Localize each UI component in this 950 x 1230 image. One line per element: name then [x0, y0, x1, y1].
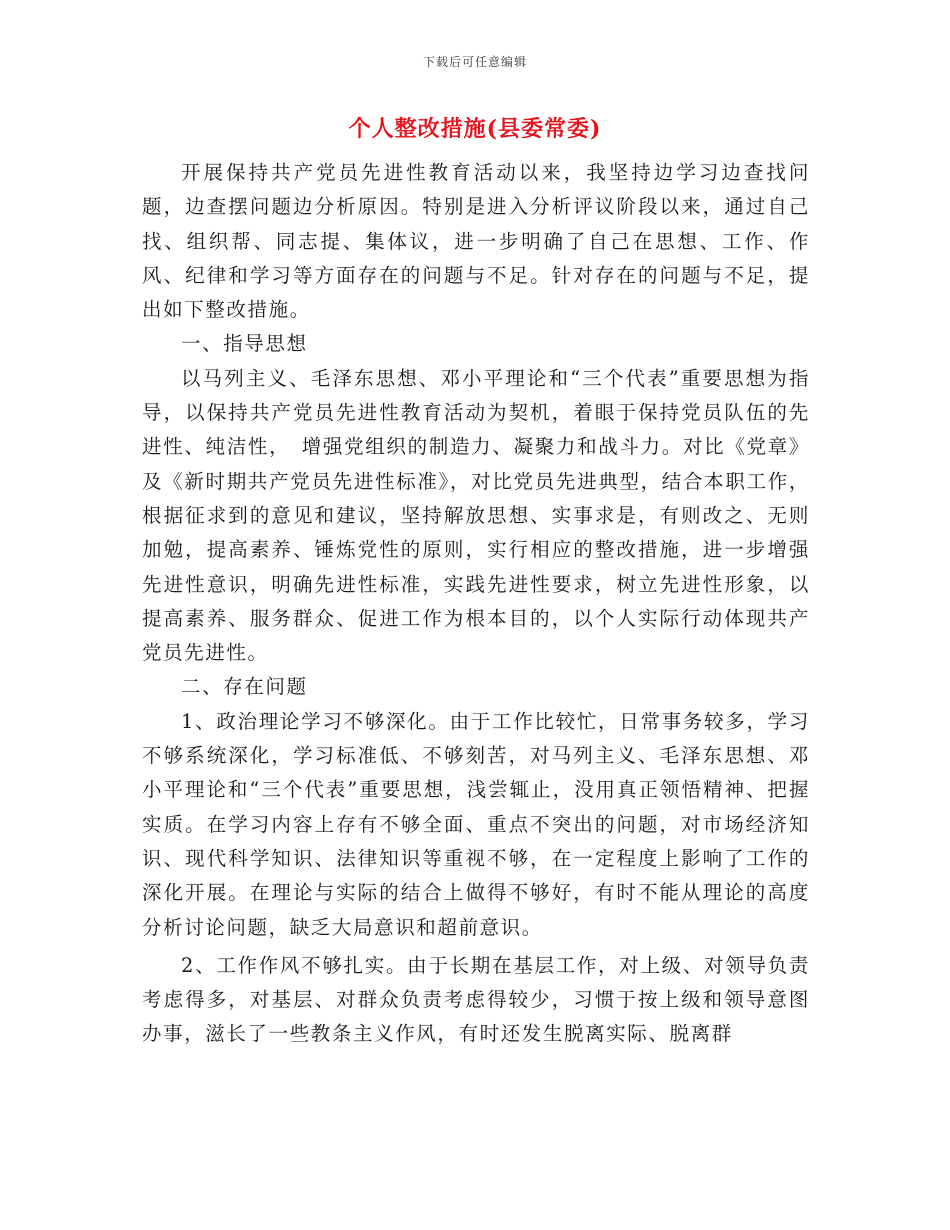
paragraph-intro: 开展保持共产党员先进性教育活动以来，我坚持边学习边查找问题，边查摆问题边分析原因。特别是进入分析评议阶段以来，通过自己找、组织帮、同志提、集体议，进一步明确了自己在思想、工作、作风、纪律和学习等方面存在的问题与不足。针对存在的问题与不足，提出如下整改措施。 — [142, 161, 810, 322]
paragraph-problem-1: 1、政治理论学习不够深化。由于工作比较忙，日常事务较多，学习不够系统深化，学习标准低、不够刻苦，对马列主义、毛泽东思想、邓小平理论和“三个代表”重要思想，浅尝辄止，没用真正领悟精神、把握实质。在学习内容上存有不够全面、重点不突出的问题，对市场经济知识、现代科学知识、法律知识等重视不够，在一定程度上影响了工作的深化开展。在理论与实际的结合上做得不够好，有时不能从理论的高度分析讨论问题，缺乏大局意识和超前意识。 — [142, 709, 810, 939]
heading-guiding-thought: 一、指导思想 — [181, 332, 308, 356]
document-title: 个人整改措施(县委常委) — [348, 116, 602, 142]
paragraph-problem-2: 2、工作作风不够扎实。由于长期在基层工作，对上级、对领导负责考虑得多，对基层、对群众负责考虑得较少，习惯于按上级和领导意图办事，滋长了一些教条主义作风，有时还发生脱离实际、脱离群 — [142, 953, 810, 1046]
paragraph-guiding-thought: 以马列主义、毛泽东思想、邓小平理论和“三个代表”重要思想为指导，以保持共产党员先进性教育活动为契机，着眼于保持党员队伍的先进性、纯洁性， 增强党组织的制造力、凝聚力和战斗力。对比《党章》及《新时期共产党员先进性标准》，对比党员先进典型，结合本职工作，根据征求到的意见和建议，坚持解放思想、实事求是，有则改之、无则加勉，提高素养、锤炼党性的原则，实行相应的整改措施，进一步增强先进性意识，明确先进性标准，实践先进性要求，树立先进性形象，以提高素养、服务群众、促进工作为根本目的，以个人实际行动体现共产党员先进性。 — [142, 366, 810, 665]
document-body — [142, 156, 810, 1052]
heading-existing-problems: 二、存在问题 — [181, 675, 308, 699]
header-note: 下载后可任意编辑 — [422, 55, 527, 69]
